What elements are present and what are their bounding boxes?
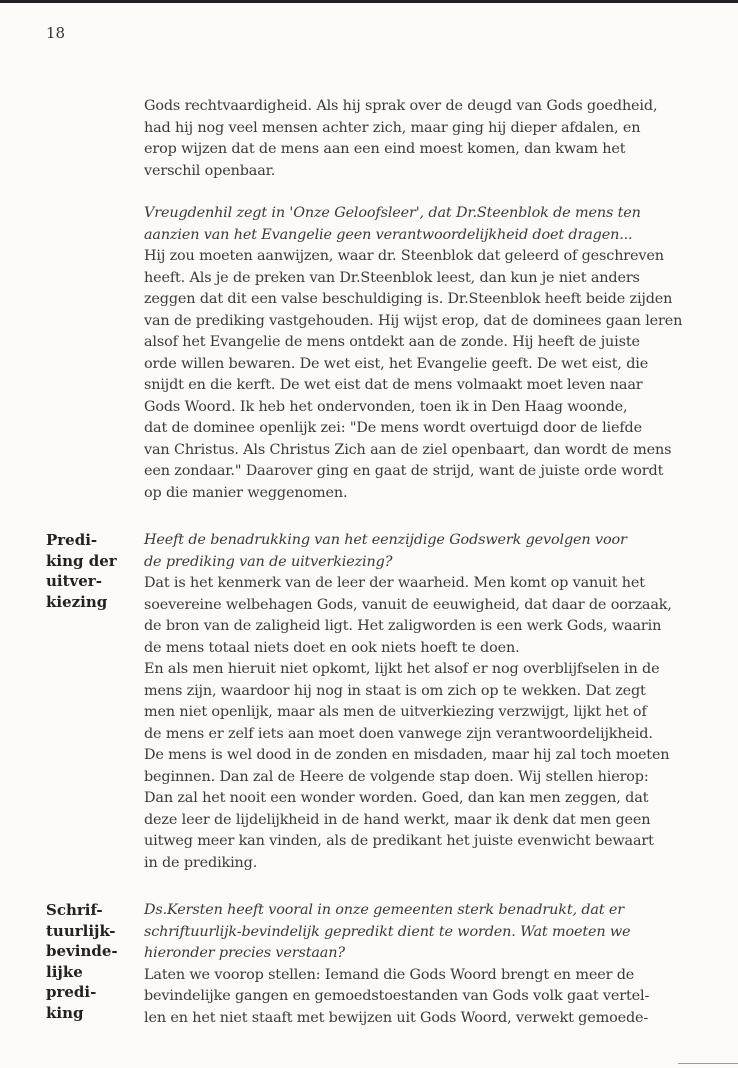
text-line: de mens totaal niets doet en ook niets hoeft te doen. xyxy=(144,639,520,656)
text-line: men niet openlijk, maar als men de uitverkiezing verzwijgt, lijkt het of xyxy=(144,704,647,720)
text-line: orde willen bewaren. De wet eist, het Evangelie geeft. De wet eist, die xyxy=(144,355,649,372)
text-line: Schrif- xyxy=(46,901,103,919)
margin-heading-predestination xyxy=(46,530,126,612)
text-line: De mens is wel dood in de zonden en misdaden, maar hij zal toch moeten xyxy=(144,747,670,763)
answer-predestination xyxy=(144,573,696,874)
text-line: de prediking van de uitverkiezing? xyxy=(144,553,393,570)
text-line: de bron van de zaligheid ligt. Het zaligworden is een werk Gods, waarin xyxy=(144,618,662,634)
text-line: bevindelijke gangen en gemoedstoestanden van Gods volk gaat vertel- xyxy=(144,988,650,1004)
text-line: tuurlijk- xyxy=(46,921,116,940)
paragraph-2-italic xyxy=(144,203,696,246)
bottom-rule xyxy=(678,1063,738,1064)
text-line: hieronder precies verstaan? xyxy=(144,945,345,961)
text-line: predi- xyxy=(46,983,97,1001)
text-line: in de prediking. xyxy=(144,854,258,871)
text-line: uitver- xyxy=(46,572,102,590)
text-line: zeggen dat dit een valse beschuldiging is. Dr.Steenblok heeft beide zijden xyxy=(144,291,673,307)
text-line: Predi- xyxy=(46,531,98,549)
question-experiential-preaching xyxy=(144,900,696,965)
answer-experiential-preaching xyxy=(144,965,696,1030)
text-line: lijke xyxy=(46,962,83,981)
text-line: Laten we voorop stellen: Iemand die Gods Woord brengt en meer de xyxy=(144,966,635,983)
text-line: soevereine welbehagen Gods, vanuit de eeuwigheid, dat daar de oorzaak, xyxy=(144,596,672,613)
top-rule xyxy=(0,0,738,3)
text-line: En als men hieruit niet opkomt, lijkt het alsof er nog overblijfselen in de xyxy=(144,661,660,677)
text-line: schriftuurlijk-bevindelijk gepredikt dient te worden. Wat moeten we xyxy=(144,923,631,940)
text-line: had hij nog veel mensen achter zich, maar ging hij dieper afdalen, en xyxy=(144,119,641,136)
paragraph-2 xyxy=(144,203,696,504)
text-line: alsof het Evangelie de mens ontdekt aan de zonde. Hij heeft de juiste xyxy=(144,334,640,350)
text-line: de mens er zelf iets aan moet doen vanwege zijn verantwoordelijkheid. xyxy=(144,725,653,742)
text-line: Gods rechtvaardigheid. Als hij sprak over de deugd van Gods goedheid, xyxy=(144,98,658,114)
text-line: Hij zou moeten aanwijzen, waar dr. Steenblok dat geleerd of geschreven xyxy=(144,248,664,264)
text-line: snijdt en die kerft. De wet eist dat de mens volmaakt moet leven naar xyxy=(144,377,643,393)
text-line: erop wijzen dat de mens aan een eind moest komen, dan kwam het xyxy=(144,141,626,157)
text-line: kiezing xyxy=(46,592,108,611)
text-line: verschil openbaar. xyxy=(144,162,276,179)
text-line: op die manier weggenomen. xyxy=(144,484,348,501)
text-line: van de prediking vastgehouden. Hij wijst erop, dat de dominees gaan leren xyxy=(144,312,683,329)
paragraph-2-body xyxy=(144,246,696,504)
paragraph-1 xyxy=(144,96,696,182)
page-number: 18 xyxy=(46,24,66,42)
text-line: beginnen. Dan zal de Heere de volgende stap doen. Wij stellen hierop: xyxy=(144,768,649,785)
text-line: Vreugdenhil zegt in 'Onze Geloofsleer', dat Dr.Steenblok de mens ten xyxy=(144,205,641,221)
margin-heading-experiential-preaching xyxy=(46,900,126,1023)
text-line: bevinde- xyxy=(46,942,118,960)
text-line: uitweg meer kan vinden, als de predikant het juiste evenwicht bewaart xyxy=(144,833,654,849)
text-line: Ds.Kersten heeft vooral in onze gemeenten sterk benadrukt, dat er xyxy=(144,902,624,918)
text-line: dat de dominee openlijk zei: "De mens wordt overtuigd door de liefde xyxy=(144,420,642,436)
text-line: deze leer de lijdelijkheid in de hand werkt, maar ik denk dat men geen xyxy=(144,811,651,828)
question-predestination xyxy=(144,530,696,573)
text-line: Heeft de benadrukking van het eenzijdige Godswerk gevolgen voor xyxy=(144,532,627,548)
text-line: Dat is het kenmerk van de leer der waarheid. Men komt op vanuit het xyxy=(144,575,645,591)
text-line: mens zijn, waardoor hij nog in staat is om zich op te wekken. Dat zegt xyxy=(144,682,646,699)
text-line: Dan zal het nooit een wonder worden. Goed, dan kan men zeggen, dat xyxy=(144,790,649,806)
text-line: king xyxy=(46,1003,84,1022)
text-line: len en het niet staaft met bewijzen uit Gods Woord, verwekt gemoede- xyxy=(144,1009,649,1026)
text-line: king der xyxy=(46,551,117,570)
text-line: Gods Woord. Ik heb het ondervonden, toen ik in Den Haag woonde, xyxy=(144,398,628,415)
text-line: een zondaar." Daarover ging en gaat de strijd, want de juiste orde wordt xyxy=(144,463,664,479)
section-experiential-preaching xyxy=(144,900,696,1029)
text-line: aanzien van het Evangelie geen verantwoordelijkheid doet dragen... xyxy=(144,226,633,243)
section-predestination xyxy=(144,530,696,874)
text-line: heeft. Als je de preken van Dr.Steenblok leest, dan kun je niet anders xyxy=(144,269,640,286)
text-line: van Christus. Als Christus Zich aan de ziel openbaart, dan wordt de mens xyxy=(144,441,672,458)
